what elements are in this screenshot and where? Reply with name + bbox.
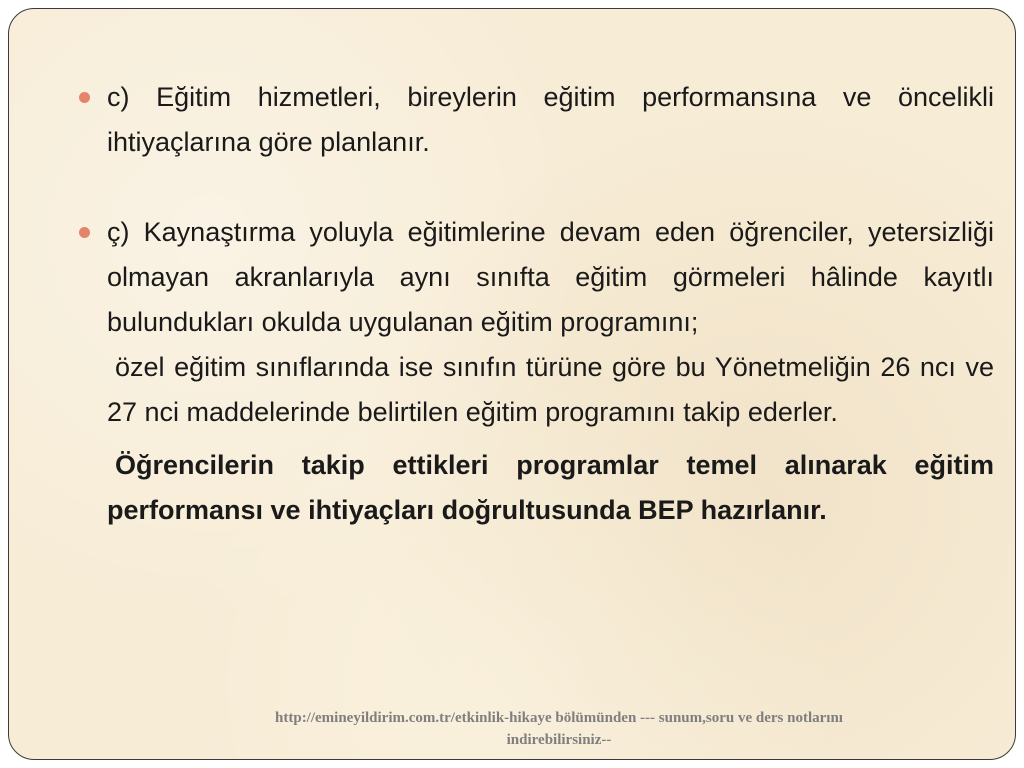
- continuation-paragraph: özel eğitim sınıflarında ise sınıfın türüne göre bu Yönetmeliğin 26 ncı ve 27 nci maddelerinde belirtilen eğitim programını takip ederler.: [107, 352, 994, 427]
- bold-paragraph: Öğrencilerin takip ettikleri programlar temel alınarak eğitim performansı ve ihtiyaçları doğrultusunda BEP hazırlanır.: [107, 450, 994, 525]
- footer-line-2: indirebilirsiniz--: [506, 732, 612, 748]
- slide: [8, 8, 1016, 760]
- spacer: [79, 165, 994, 210]
- bullet-text: c) Eğitim hizmetleri, bireylerin eğitim performansına ve öncelikli ihtiyaçlarına göre planlanır.: [107, 82, 994, 157]
- bullet-text: ç) Kaynaştırma yoluyla eğitimlerine devam eden öğrenciler, yetersizliği olmayan akranlarıyla aynı sınıfta eğitim görmeleri hâlinde kayıtlı bulundukları okulda uygulanan eğitim programını;: [107, 217, 994, 337]
- footer-link-text: [169, 707, 949, 751]
- bullet-dot-icon: [79, 227, 90, 238]
- footer-line-1: http://emineyildirim.com.tr/etkinlik-hikaye bölümünden --- sunum,soru ve ders notlarını: [275, 710, 843, 726]
- slide-content: [79, 75, 994, 533]
- bullet-item-cc: [79, 210, 994, 345]
- bullet-item-c: [79, 75, 994, 165]
- bullet-dot-icon: [79, 92, 90, 103]
